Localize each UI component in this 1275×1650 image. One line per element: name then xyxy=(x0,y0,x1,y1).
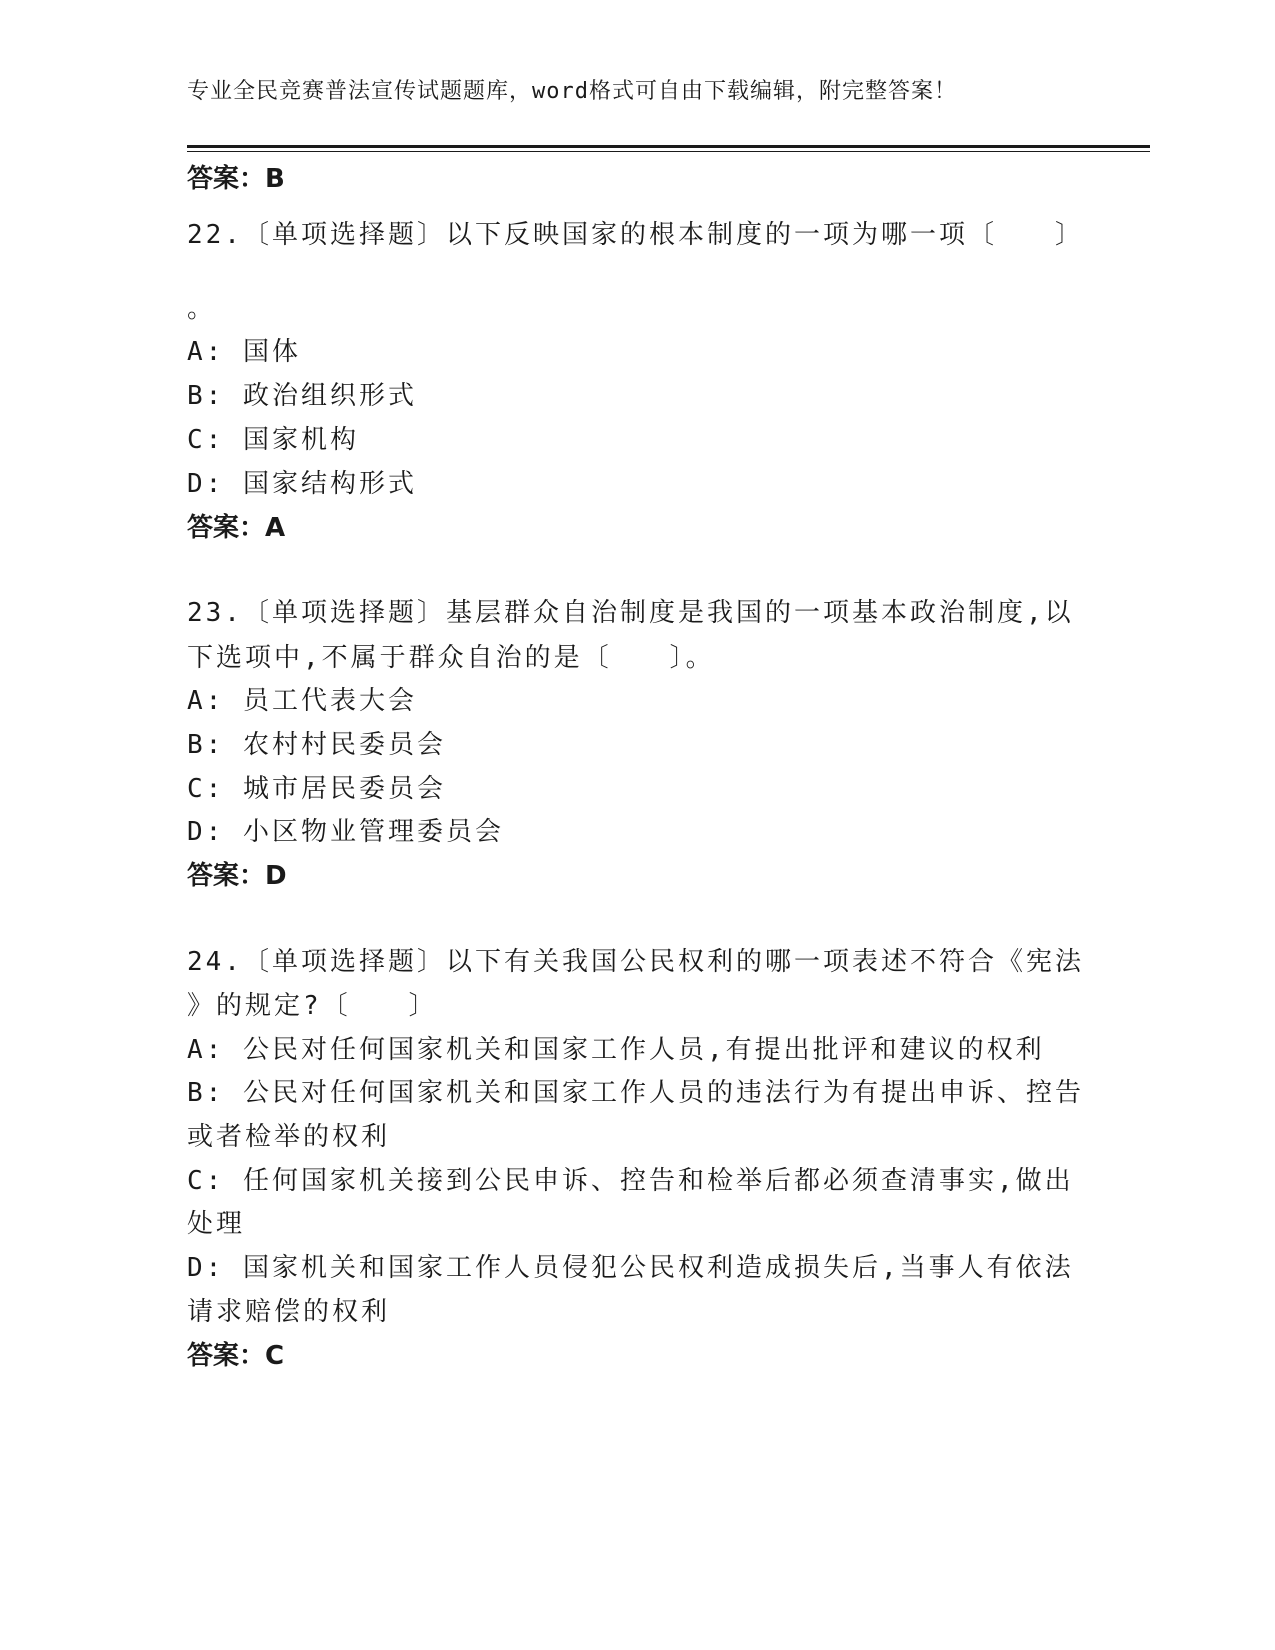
option-24-b-cont: 或者检举的权利 xyxy=(187,1122,391,1152)
option-23-a: A: 员工代表大会 xyxy=(187,686,417,716)
answer-24: 答案：C xyxy=(187,1341,285,1371)
option-24-d-cont: 请求赔偿的权利 xyxy=(187,1297,391,1327)
option-22-c: C: 国家机构 xyxy=(187,425,359,455)
page-header: 专业全民竞赛普法宣传试题题库，word格式可自由下载编辑，附完整答案！ xyxy=(187,79,957,104)
question-stem-23: 23.〔单项选择题〕基层群众自治制度是我国的一项基本政治制度,以 xyxy=(187,598,1074,628)
question-stem-24-cont: 》的规定?〔 〕 xyxy=(187,991,438,1021)
answer-22: 答案：A xyxy=(187,513,286,543)
option-23-d: D: 小区物业管理委员会 xyxy=(187,817,504,847)
option-22-b: B: 政治组织形式 xyxy=(187,381,417,411)
answer-prev: 答案：B xyxy=(187,164,285,194)
question-stem-22: 22.〔单项选择题〕以下反映国家的根本制度的一项为哪一项〔 〕 xyxy=(187,220,1084,250)
question-stem-22-cont: 。 xyxy=(187,294,217,324)
option-22-a: A: 国体 xyxy=(187,337,301,367)
option-24-c: C: 任何国家机关接到公民申诉、控告和检举后都必须查清事实,做出 xyxy=(187,1166,1074,1196)
answer-23: 答案：D xyxy=(187,861,287,891)
question-stem-23-cont: 下选项中,不属于群众自治的是〔 〕。 xyxy=(187,643,715,673)
header-rule-thick xyxy=(187,145,1150,148)
question-stem-24: 24.〔单项选择题〕以下有关我国公民权利的哪一项表述不符合《宪法 xyxy=(187,947,1084,977)
option-24-b: B: 公民对任何国家机关和国家工作人员的违法行为有提出申诉、控告 xyxy=(187,1078,1084,1108)
option-24-d: D: 国家机关和国家工作人员侵犯公民权利造成损失后,当事人有依法 xyxy=(187,1253,1074,1283)
option-23-c: C: 城市居民委员会 xyxy=(187,774,446,804)
option-22-d: D: 国家结构形式 xyxy=(187,469,417,499)
option-23-b: B: 农村村民委员会 xyxy=(187,730,446,760)
option-24-a: A: 公民对任何国家机关和国家工作人员,有提出批评和建议的权利 xyxy=(187,1035,1045,1065)
header-rule-thin xyxy=(187,151,1150,152)
option-24-c-cont: 处理 xyxy=(187,1209,246,1239)
